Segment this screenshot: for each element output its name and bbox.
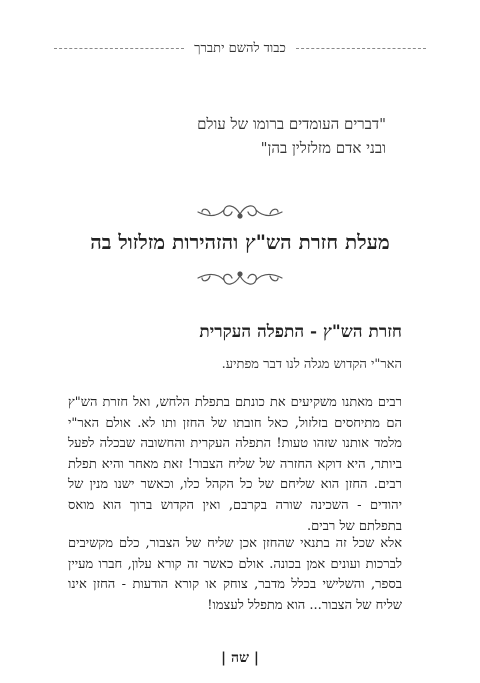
header-rule-left: [54, 48, 184, 49]
body-paragraph-1: רבים מאתנו משקיעים את כונתם בתפלת הלחש, ואל חזרת הש"ץ הם מתיחסים בזלזול, כאל חובתו של החזן ותו לא. אולם האר"י מלמד אותנו שזהו טעות! התפלה העקרית והחשובה שבכלה לפעל ביותר, היא דוקא החזרה של שליח הצבור! זאת מאחר והיא תפלת רבים. החזן הוא שליחם של כל הקהל כלו, וכאשר ישנו מנין של יהודים - השכינה שורה בקרבם, ואין הקדוש ברוך הוא מואס בתפלתם של רבים.: [68, 395, 402, 534]
section-title: חזרת הש"ץ - התפלה העקרית: [199, 322, 402, 342]
intro-line: האר"י הקדוש מגלה לנו דבר מפתיע.: [221, 357, 402, 372]
quote-line-1: "דברים העומדים ברומו של עולם: [197, 115, 386, 133]
chapter-title: מעלת חזרת הש"ץ והזהירות מזלזול בה: [90, 230, 390, 254]
body-paragraph-2: אלא שכל זה בתנאי שהחזן אכן שליח של הצבור, כלם מקשיבים לברכות ועונים אמן בכונה. אולם כאשר זה קורא עלון, חברו מעיין בספר, והשלישי בכלל מדבר, צוחק או קורא הודעות - החזן אינו שליח של הצבור... הוא מתפלל לעצמו!: [68, 536, 402, 613]
ornament-top-icon: [190, 200, 290, 224]
ornament-bottom-icon: [190, 266, 290, 290]
header-text: כבוד להשם יתברך: [194, 41, 286, 56]
quote-line-2: ובני אדם מזלזלין בהן": [260, 139, 386, 157]
epigraph-quote: [86, 112, 386, 160]
header-rule-right: [296, 48, 426, 49]
running-header: [54, 36, 426, 60]
page-number: | שה |: [221, 650, 259, 666]
